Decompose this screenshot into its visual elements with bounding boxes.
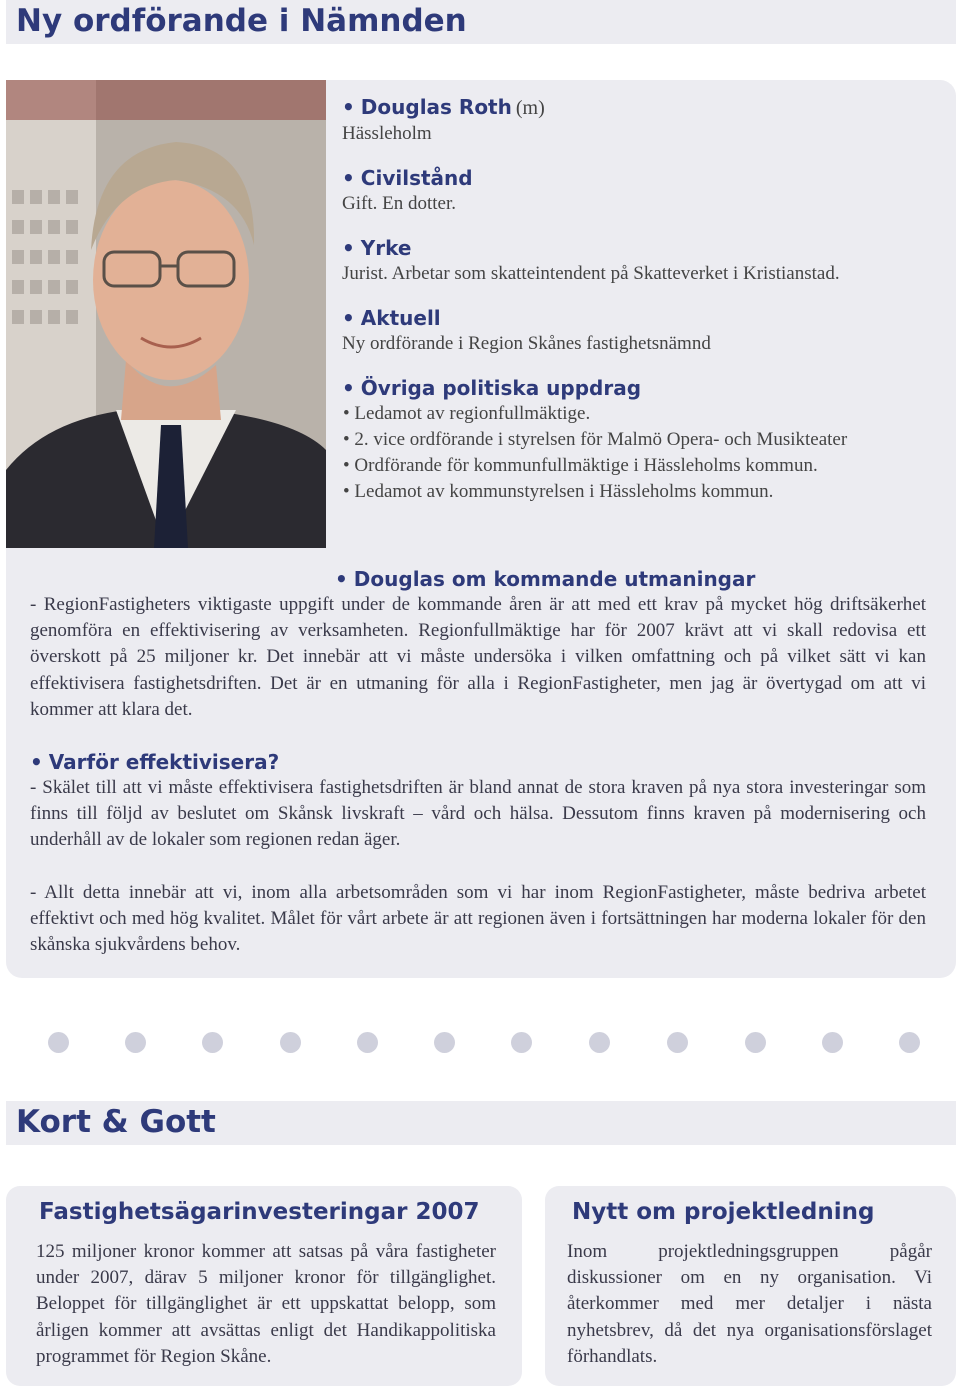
- card-title: Nytt om projektledning: [572, 1199, 875, 1225]
- list-item: • Ledamot av kommunstyrelsen i Hässleholms kommun.: [343, 481, 774, 502]
- job-label: Yrke: [360, 236, 412, 260]
- divider-dot-icon: [357, 1032, 378, 1053]
- divider-dot-icon: [899, 1032, 920, 1053]
- bullet-icon: •: [342, 376, 355, 400]
- divider-dot-icon: [280, 1032, 301, 1053]
- bullet-icon: •: [335, 567, 348, 591]
- why-heading: Varför effektivisera?: [48, 750, 280, 775]
- card-title: Fastighetsägarinvesteringar 2007: [39, 1199, 480, 1225]
- city: Hässleholm: [342, 123, 432, 144]
- why-paragraph-2: - Allt detta innebär att vi, inom alla arbetsområden som vi har inom RegionFastigheter, måste bedriva arbetet effektivt och med hög kvalitet. Målet för vårt arbete är att regionen även i fortsättningen har moderna lokaler för den skånska sjukvårdens behov.: [30, 881, 926, 956]
- challenges-paragraph: - RegionFastigheters viktigaste uppgift under de kommande åren är att med ett krav på mycket hög driftsäkerhet genomföra en effektivisering av verksamheten. Regionfullmäktige har för 2007 krävt att vi skall redovisa ett överskott på 25 miljoner kr. Det innebär att vi måste undersöka i vilken omfattning och på vilket sätt vi kan effektivisera fastighetsdriften. Det är en utmaning för alla i RegionFastigheter, men jag är övertygad om att vi kommer att klara det.: [30, 594, 926, 720]
- divider-dot-icon: [434, 1032, 455, 1053]
- name-section: [342, 94, 942, 147]
- current-label: Aktuell: [360, 306, 441, 330]
- job-section: [342, 235, 942, 287]
- other-label: Övriga politiska uppdrag: [360, 376, 642, 400]
- list-item: • Ledamot av regionfullmäktige.: [343, 403, 591, 424]
- civil-label: Civilstånd: [360, 166, 473, 190]
- news-card-project-management: [545, 1186, 956, 1386]
- civil-section: [342, 165, 942, 217]
- divider-dot-icon: [125, 1032, 146, 1053]
- card-body: Inom projektledningsgruppen pågår diskussioner om en ny organisation. Vi återkommer med mer detaljer i nästa nyhetsbrev, då det nya organisationsförslaget förhandlats.: [567, 1241, 932, 1367]
- portrait-photo: [6, 80, 326, 548]
- current-section: [342, 305, 942, 357]
- job-value: Jurist. Arbetar som skatteintendent på Skatteverket i Kristianstad.: [342, 263, 840, 284]
- divider-dot-icon: [667, 1032, 688, 1053]
- current-value: Ny ordförande i Region Skånes fastighetsnämnd: [342, 333, 711, 354]
- bullet-icon: •: [342, 236, 355, 260]
- bullet-icon: •: [30, 750, 43, 775]
- divider-dot-icon: [745, 1032, 766, 1053]
- portrait-illustration: [6, 80, 326, 548]
- bullet-icon: •: [342, 95, 355, 119]
- profile-facts: [342, 94, 942, 525]
- interview-text: [30, 566, 926, 958]
- section-title-kort-gott: Kort & Gott: [6, 1101, 956, 1145]
- person-name: Douglas Roth: [360, 95, 512, 119]
- card-body: 125 miljoner kronor kommer att satsas på våra fastigheter under 2007, därav 5 miljoner kronor för tillgänglighet. Beloppet för tillgänglighet är ett uppskattat belopp, som årligen kommer att avsättas enligt det Handikappolitiska programmet för Region Skåne.: [36, 1241, 496, 1367]
- page-title: Ny ordförande i Nämnden: [6, 0, 956, 44]
- divider-dot-icon: [589, 1032, 610, 1053]
- civil-value: Gift. En dotter.: [342, 193, 456, 214]
- bullet-icon: •: [342, 166, 355, 190]
- divider-dots: [0, 1032, 960, 1056]
- challenges-heading: Douglas om kommande utmaningar: [353, 567, 756, 591]
- divider-dot-icon: [202, 1032, 223, 1053]
- bullet-icon: •: [342, 306, 355, 330]
- other-assignments-section: [342, 375, 942, 505]
- news-card-investments: [6, 1186, 522, 1386]
- divider-dot-icon: [511, 1032, 532, 1053]
- list-item: • Ordförande för kommunfullmäktige i Hässleholms kommun.: [343, 455, 818, 476]
- why-paragraph-1: - Skälet till att vi måste effektivisera fastighetsdriften är bland annat de stora kraven på nya stora investeringar som finns till följd av beslutet om Skånsk livskraft – vård och hälsa. Dessutom finns kraven på modernisering och underhåll av de lokaler som regionen redan äger.: [30, 777, 926, 851]
- divider-dot-icon: [822, 1032, 843, 1053]
- party-label: (m): [515, 97, 545, 119]
- list-item: • 2. vice ordförande i styrelsen för Malmö Opera- och Musikteater: [343, 429, 848, 450]
- divider-dot-icon: [48, 1032, 69, 1053]
